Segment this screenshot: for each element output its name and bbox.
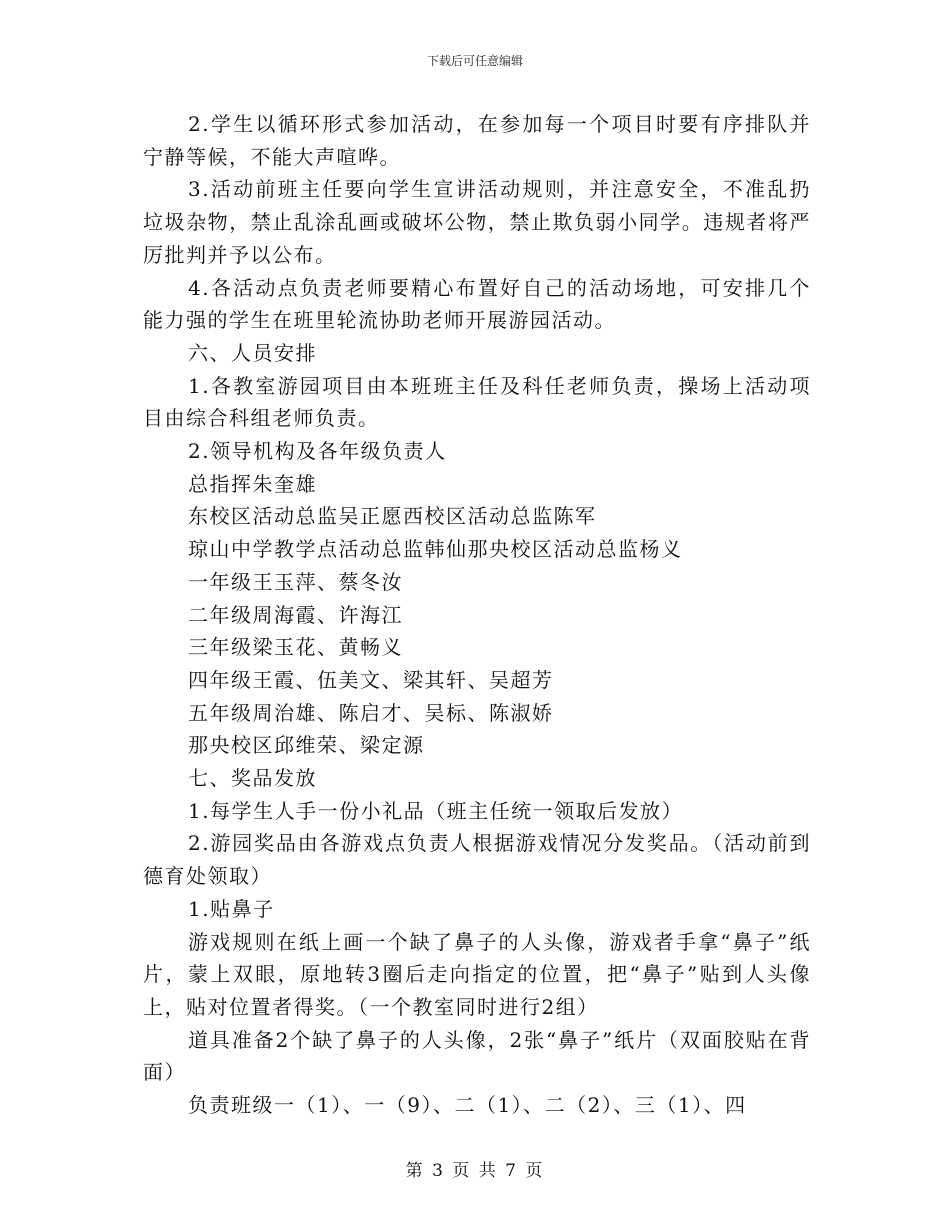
paragraph: 1.每学生人手一份小礼品（班主任统一领取后发放） — [188, 798, 684, 823]
paragraph: 2.领导机构及各年级负责人 — [188, 439, 447, 464]
page-footer: 第 3 页 共 7 页 — [405, 1161, 545, 1181]
paragraph: 东校区活动总监吴正愿西校区活动总监陈军 — [188, 504, 597, 529]
paragraph: 负责班级一（1）、一（9）、二（1）、二（2）、三（1）、四 — [188, 1093, 747, 1118]
document-body — [143, 108, 811, 1122]
paragraph: 二年级周海霞、许海江 — [188, 602, 403, 627]
paragraph: 一年级王玉萍、蔡冬汝 — [188, 569, 403, 594]
paragraph: 道具准备2个缺了鼻子的人头像，2张“鼻子”纸片（双面胶贴在背面） — [143, 1027, 811, 1085]
paragraph: 2.游园奖品由各游戏点负责人根据游戏情况分发奖品。（活动前到德育处领取） — [143, 831, 811, 889]
section-heading: 七、奖品发放 — [188, 766, 317, 791]
paragraph: 1.各教室游园项目由本班班主任及科任老师负责，操场上活动项目由综合科组老师负责。 — [143, 373, 811, 431]
paragraph: 3.活动前班主任要向学生宣讲活动规则，并注意安全，不准乱扔垃圾杂物，禁止乱涂乱画或破坏公物，禁止欺负弱小同学。违规者将严厉批判并予以公布。 — [143, 177, 811, 267]
paragraph: 三年级梁玉花、黄畅义 — [188, 635, 403, 660]
paragraph: 那央校区邱维荣、梁定源 — [188, 733, 425, 758]
paragraph: 4.各活动点负责老师要精心布置好自己的活动场地，可安排几个能力强的学生在班里轮流协助老师开展游园活动。 — [143, 275, 811, 333]
paragraph: 游戏规则在纸上画一个缺了鼻子的人头像，游戏者手拿“鼻子”纸片，蒙上双眼，原地转3圈后走向指定的位置，把“鼻子”贴到人头像上，贴对位置者得奖。（一个教室同时进行2组） — [143, 929, 811, 1019]
paragraph: 琼山中学教学点活动总监韩仙那央校区活动总监杨义 — [188, 537, 683, 562]
paragraph: 2.学生以循环形式参加活动，在参加每一个项目时要有序排队并宁静等候，不能大声喧哗。 — [143, 112, 811, 169]
paragraph: 四年级王霞、伍美文、梁其轩、吴超芳 — [188, 667, 554, 692]
paragraph: 总指挥朱奎雄 — [188, 471, 317, 496]
section-heading: 六、人员安排 — [188, 340, 317, 365]
paragraph: 五年级周治雄、陈启才、吴标、陈淑娇 — [188, 700, 554, 725]
paragraph: 1.贴鼻子 — [188, 896, 275, 921]
page-header: 下载后可任意编辑 — [426, 54, 523, 68]
